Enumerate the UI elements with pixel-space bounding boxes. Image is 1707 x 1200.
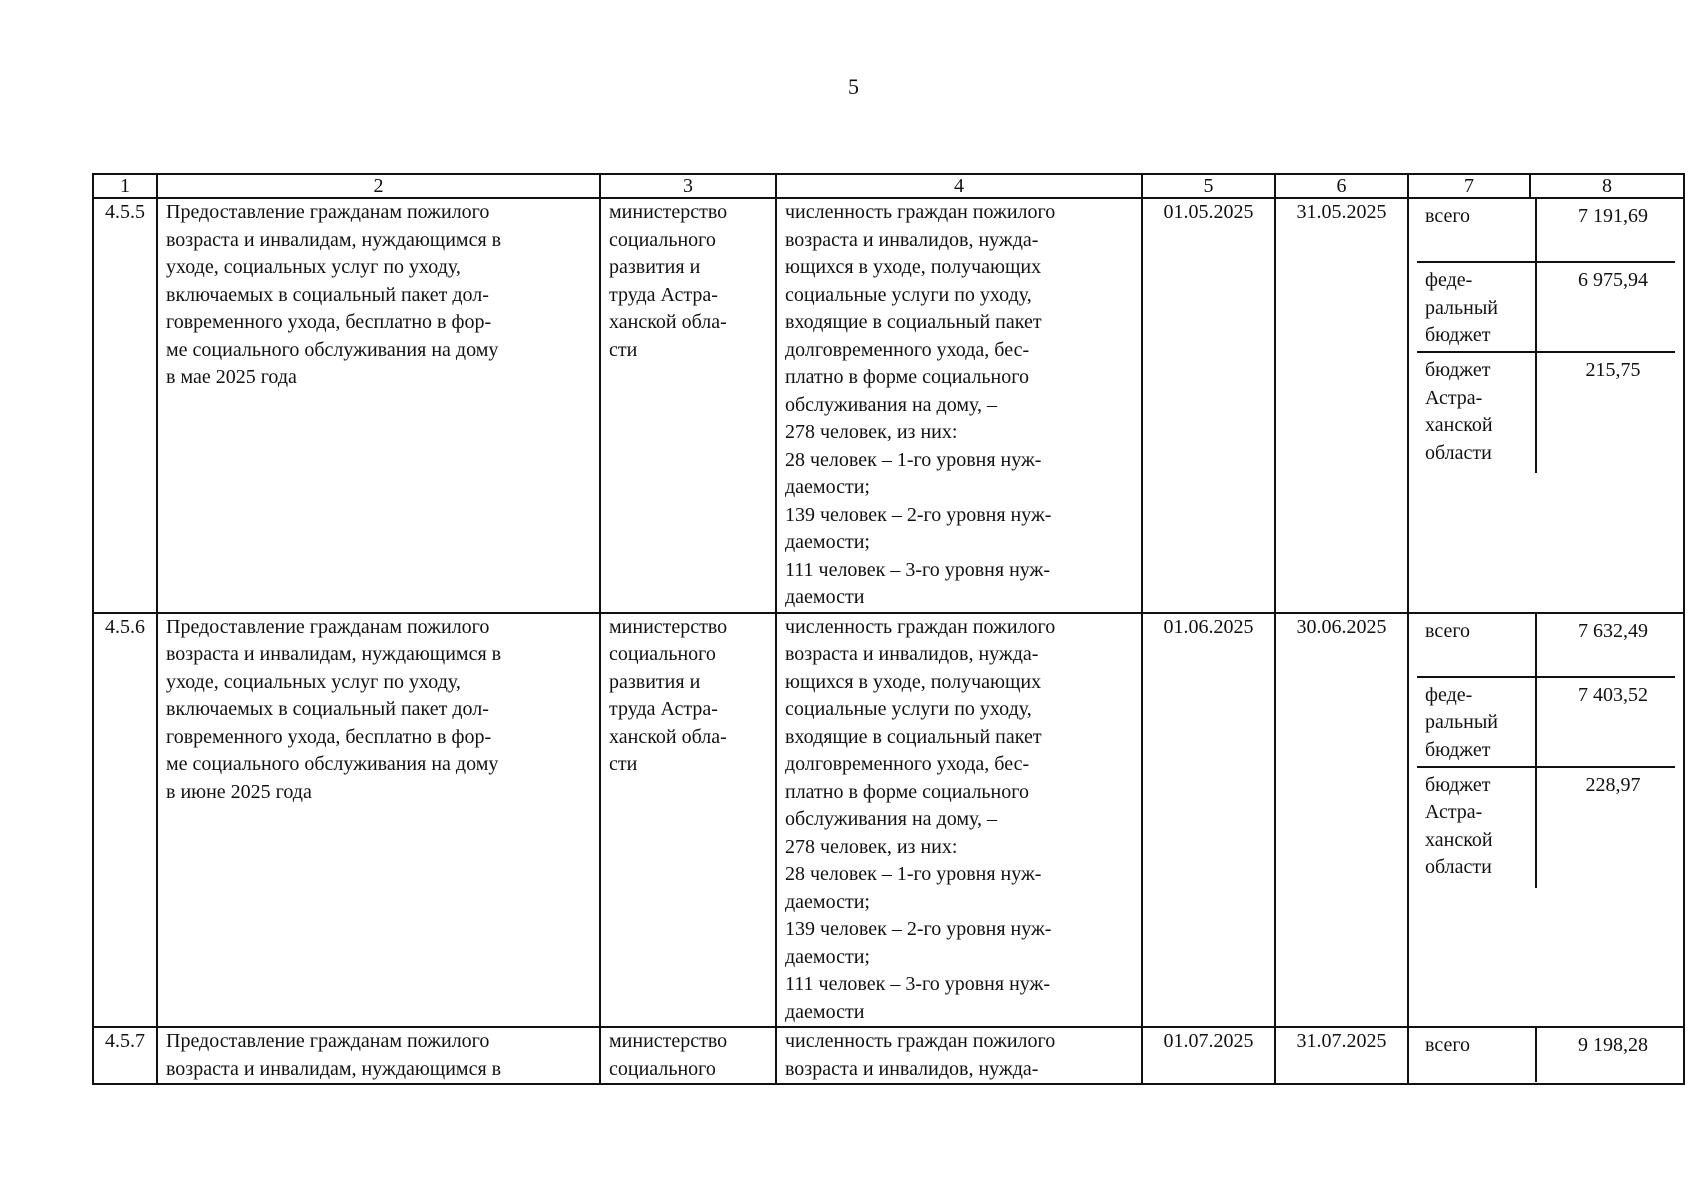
text-line: бюджет — [1425, 738, 1491, 761]
text-line: платно в форме социального — [785, 780, 1029, 803]
financing-row — [1417, 353, 1675, 473]
event-description — [157, 198, 600, 613]
indicator — [776, 1027, 1142, 1084]
text-line: численность граждан пожилого — [785, 1030, 1056, 1052]
table-row — [93, 613, 1684, 1028]
text-line: даемости; — [785, 476, 870, 498]
text-line: ханской — [1425, 414, 1493, 436]
text-line: Астра- — [1425, 386, 1483, 409]
row-number: 4.5.7 — [93, 1027, 157, 1084]
text-line: возраста и инвалидов, нужда- — [785, 643, 1039, 665]
column-header: 5 — [1142, 174, 1275, 198]
text-line: области — [1425, 856, 1492, 878]
start-date: 01.05.2025 — [1142, 198, 1275, 613]
text-line: ме социального обслуживания на дому — [166, 338, 499, 361]
text-line: ханской обла- — [609, 311, 727, 333]
executor — [600, 1027, 776, 1084]
table-body — [93, 198, 1684, 1084]
text-line: социальные услуги по уходу, — [785, 698, 1032, 720]
text-line: министерство — [609, 615, 728, 638]
text-line: 28 человек – 1-го уровня нуж- — [785, 448, 1042, 471]
financing — [1408, 198, 1684, 613]
text-line: платно в форме социального — [785, 366, 1029, 388]
funding-source — [1417, 1028, 1537, 1082]
funding-amount: 9 198,28 — [1578, 1034, 1648, 1056]
text-line: даемости; — [785, 531, 870, 553]
text-line: Предоставление гражданам пожилого — [166, 615, 490, 638]
text-line: возраста и инвалидам, нуждающимся в — [166, 643, 502, 665]
text-line: бюджет — [1425, 773, 1491, 796]
text-line: министерство — [609, 201, 728, 223]
text-line: включаемых в социальный пакет дол- — [166, 698, 489, 720]
indicator — [776, 613, 1142, 1028]
financing-row — [1417, 1028, 1675, 1082]
text-line: бюджет — [1425, 359, 1491, 381]
text-line: в июне 2025 года — [166, 780, 312, 803]
page-number: 5 — [848, 74, 859, 99]
text-line: ральный — [1425, 296, 1498, 319]
text-line: 111 человек – 3-го уровня нуж- — [785, 973, 1050, 995]
text-line: в мае 2025 года — [166, 366, 297, 388]
text-line: Предоставление гражданам пожилого — [166, 1030, 490, 1052]
text-line: ющихся в уходе, получающих — [785, 256, 1042, 278]
end-date: 31.05.2025 — [1275, 198, 1408, 613]
text-line: области — [1425, 441, 1492, 464]
start-date: 01.06.2025 — [1142, 613, 1275, 1028]
text-line: входящие в социальный пакет — [785, 311, 1042, 333]
column-header: 3 — [600, 174, 776, 198]
text-line: 139 человек – 2-го уровня нуж- — [785, 503, 1052, 526]
text-line: обслуживания на дому, – — [785, 808, 997, 830]
text-line: численность граждан пожилого — [785, 615, 1056, 638]
executor — [600, 198, 776, 613]
text-line: ме социального обслуживания на дому — [166, 753, 499, 775]
text-line: развития и — [609, 256, 701, 278]
text-line: Астра- — [1425, 801, 1483, 823]
text-line: даемости — [785, 1000, 865, 1023]
text-line: министерство — [609, 1030, 728, 1052]
financing-row — [1417, 678, 1675, 768]
text-line: входящие в социальный пакет — [785, 725, 1042, 748]
text-line: развития и — [609, 670, 701, 693]
table-row — [93, 1027, 1684, 1084]
text-line: 28 человек – 1-го уровня нуж- — [785, 863, 1042, 885]
text-line: обслуживания на дому, – — [785, 393, 997, 416]
funding-amount: 215,75 — [1585, 359, 1641, 381]
funding-source — [1417, 678, 1537, 766]
text-line: включаемых в социальный пакет дол- — [166, 283, 489, 306]
text-line: бюджет — [1425, 324, 1491, 346]
funding-amount: 7 403,52 — [1578, 683, 1648, 706]
text-line: социального — [609, 643, 716, 665]
program-table — [92, 173, 1685, 1085]
text-line: ющихся в уходе, получающих — [785, 670, 1042, 693]
text-line: возраста и инвалидам, нуждающимся в — [166, 1057, 502, 1080]
financing-row — [1417, 614, 1675, 678]
funding-source — [1417, 614, 1537, 676]
text-line: сти — [609, 753, 638, 775]
text-line: сти — [609, 338, 638, 361]
text-line: даемости; — [785, 890, 870, 913]
text-line: всего — [1425, 619, 1471, 642]
table-row — [93, 198, 1684, 613]
funding-source — [1417, 199, 1537, 261]
column-header: 1 — [93, 174, 157, 198]
column-header: 4 — [776, 174, 1142, 198]
text-line: возраста и инвалидов, нужда- — [785, 1057, 1039, 1080]
column-header: 2 — [157, 174, 600, 198]
text-line: всего — [1425, 1034, 1471, 1056]
start-date: 01.07.2025 — [1142, 1027, 1275, 1084]
funding-amount: 6 975,94 — [1578, 269, 1648, 291]
funding-source — [1417, 353, 1537, 473]
text-line: социальные услуги по уходу, — [785, 283, 1032, 306]
text-line: долговременного ухода, бес- — [785, 753, 1030, 775]
text-line: ханской обла- — [609, 725, 727, 748]
text-line: социального — [609, 228, 716, 251]
column-header — [1408, 174, 1684, 198]
text-line: уходе, социальных услуг по уходу, — [166, 670, 461, 693]
text-line: численность граждан пожилого — [785, 201, 1056, 223]
text-line: говременного ухода, бесплатно в фор- — [166, 311, 492, 333]
funding-amount: 228,97 — [1585, 773, 1641, 796]
executor — [600, 613, 776, 1028]
text-line: возраста и инвалидов, нужда- — [785, 228, 1039, 251]
indicator — [776, 198, 1142, 613]
text-line: ханской — [1425, 828, 1493, 851]
column-number-row — [93, 174, 1684, 198]
financing-row — [1417, 263, 1675, 353]
column-header: 6 — [1275, 174, 1408, 198]
text-line: даемости; — [785, 945, 870, 968]
text-line: уходе, социальных услуг по уходу, — [166, 256, 461, 278]
text-line: говременного ухода, бесплатно в фор- — [166, 725, 492, 748]
event-description — [157, 613, 600, 1028]
funding-source — [1417, 263, 1537, 351]
text-line: всего — [1425, 205, 1471, 227]
funding-amount: 7 191,69 — [1578, 205, 1648, 227]
financing-row — [1417, 768, 1675, 888]
text-line: даемости — [785, 586, 865, 608]
text-line: ральный — [1425, 711, 1498, 733]
text-line: социального — [609, 1057, 716, 1080]
text-line: труда Астра- — [609, 283, 718, 306]
event-description — [157, 1027, 600, 1084]
row-number: 4.5.6 — [93, 613, 157, 1028]
text-line: феде- — [1425, 683, 1473, 706]
financing-row — [1417, 199, 1675, 263]
row-number: 4.5.5 — [93, 198, 157, 613]
text-line: феде- — [1425, 269, 1473, 291]
funding-amount: 7 632,49 — [1578, 619, 1648, 642]
funding-source — [1417, 768, 1537, 888]
text-line: возраста и инвалидам, нуждающимся в — [166, 228, 502, 251]
text-line: 111 человек – 3-го уровня нуж- — [785, 558, 1050, 581]
text-line: 278 человек, из них: — [785, 835, 958, 858]
text-line: 278 человек, из них: — [785, 421, 958, 443]
financing — [1408, 613, 1684, 1028]
end-date: 30.06.2025 — [1275, 613, 1408, 1028]
text-line: труда Астра- — [609, 698, 718, 720]
column-header: 7 — [1409, 175, 1531, 197]
text-line: 139 человек – 2-го уровня нуж- — [785, 918, 1052, 940]
column-header: 8 — [1602, 175, 1612, 197]
financing — [1408, 1027, 1684, 1084]
text-line: Предоставление гражданам пожилого — [166, 201, 490, 223]
text-line: долговременного ухода, бес- — [785, 338, 1030, 361]
end-date: 31.07.2025 — [1275, 1027, 1408, 1084]
